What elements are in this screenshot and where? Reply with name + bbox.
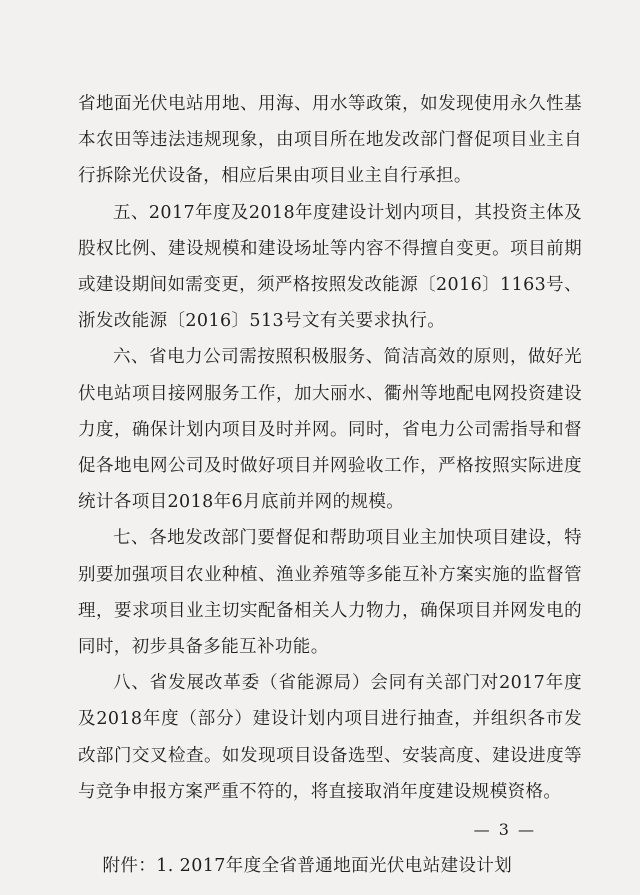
attachment-line: 附件：1. 2017年度全省普通地面光伏电站建设计划	[102, 856, 513, 877]
paragraph-item-7: 七、各地发改部门要督促和帮助项目业主加快项目建设，特别要加强项目农业种植、渔业养殖等多能互补方案实施的监督管理，要求项目业主切实配备相关人力物力，确保项目并网发电的同时，初步具备多能互补功能。	[78, 528, 582, 658]
paragraph-continuation: 省地面光伏电站用地、用海、用水等政策，如发现使用永久性基本农田等违法违规现象，由项目所在地发改部门督促项目业主自行拆除光伏设备，相应后果由项目业主自行承担。	[78, 94, 582, 187]
paragraph-item-6: 六、省电力公司需按照积极服务、简洁高效的原则，做好光伏电站项目接网服务工作，加大丽水、衢州等地配电网投资建设力度，确保计划内项目及时并网。同时，省电力公司需指导和督促各地电网公司及时做好项目并网验收工作，严格按照实际进度统计各项目2018年6月底前并网的规模。	[78, 347, 582, 513]
paragraph-item-8: 八、省发展改革委（省能源局）会同有关部门对2017年度及2018年度（部分）建设计划内项目进行抽查，并组织各市发改部门交叉检查。如发现项目设备选型、安装高度、建设进度等与竞争申报方案严重不符的，将直接取消年度建设规模资格。	[78, 673, 582, 802]
paragraph-item-5: 五、2017年度及2018年度建设计划内项目，其投资主体及股权比例、建设规模和建设场址等内容不得擅自变更。项目前期或建设期间如需变更，须严格按照发改能源〔2016〕1163号、浙发改能源〔2016〕513号文有关要求执行。	[78, 202, 582, 332]
page-number: — 3 —	[473, 820, 536, 839]
